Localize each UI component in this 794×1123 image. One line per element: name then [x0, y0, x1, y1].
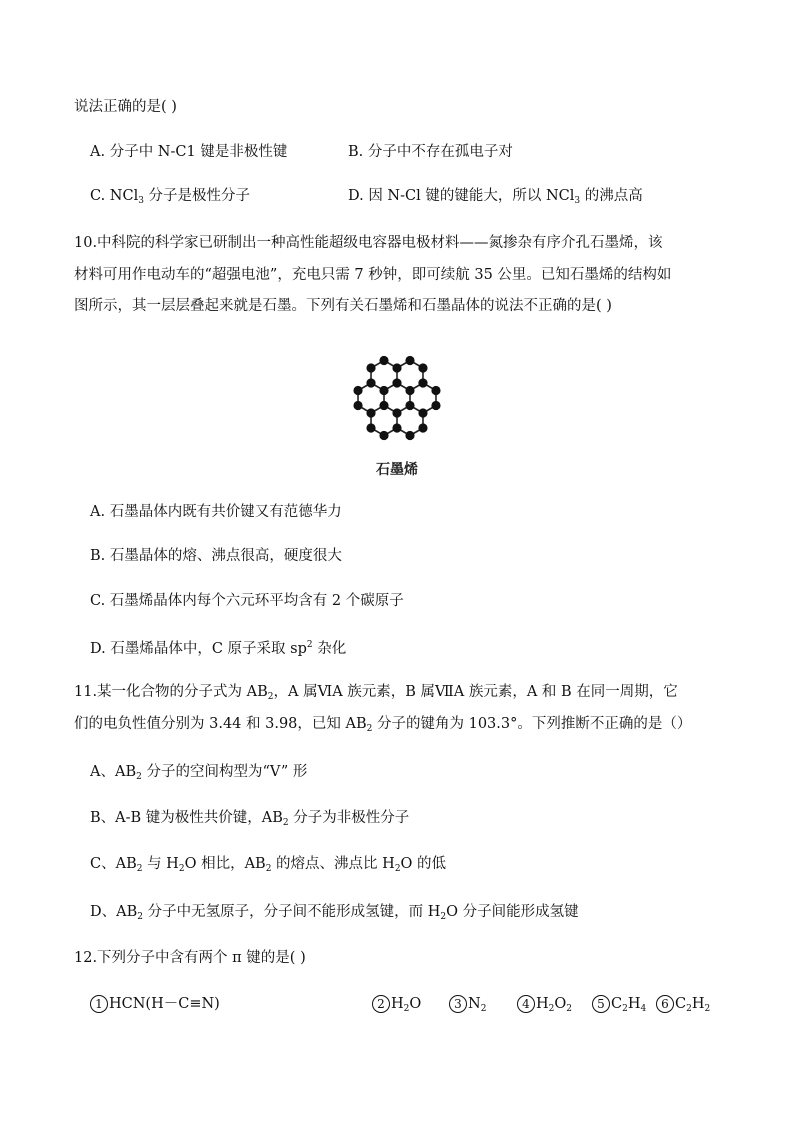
q11-l1-sub: 2 [267, 692, 274, 702]
q12-item-2 [372, 994, 421, 1019]
carbon-atom [379, 401, 388, 410]
carbon-atom [392, 378, 401, 387]
q12-item-text2: H [691, 996, 705, 1012]
carbon-atom [366, 423, 375, 432]
q11-b-text: B、A-B 键为极性共价键，AB [90, 810, 283, 826]
graphene-structure-diagram [338, 338, 456, 480]
carbon-atom [366, 363, 375, 372]
q10-option-c: C. 石墨烯晶体内每个六元环平均含有 2 个碳原子 [90, 593, 404, 609]
q12-item-text2: O [409, 996, 422, 1012]
q11-c-text5: O 的低 [400, 856, 447, 872]
carbon-atom [418, 378, 427, 387]
q12-item-text: H [536, 996, 549, 1012]
circled-number: 3 [449, 995, 467, 1013]
carbon-atom [366, 378, 375, 387]
q11-option-c [90, 854, 446, 879]
carbon-atom [379, 356, 388, 365]
q11-l2-text: 们的电负性值分别为 3.44 和 3.98，已知 AB [74, 716, 367, 732]
q12-item-text: N [468, 996, 481, 1012]
q10-stem-line1: 10.中科院的科学家已研制出一种高性能超级电容器电极材料——氮掺杂有序介孔石墨烯，该 [74, 235, 663, 251]
q11-b-text2: 分子为非极性分子 [288, 810, 410, 826]
q10-stem-line3: 图所示，其一层层叠起来就是石墨。下列有关石墨烯和石墨晶体的说法不正确的是( ) [74, 298, 612, 314]
q11-d-text: D、AB [90, 904, 138, 920]
q11-c-text2: 与 H [142, 856, 179, 872]
q12-item-text: C [611, 996, 623, 1012]
q9-stem-end: 说法正确的是( ) [74, 99, 177, 115]
q10-option-d-text: D. 石墨烯晶体中，C 原子采取 sp [90, 641, 307, 657]
q12-item-sub2: 4 [640, 1004, 647, 1014]
q11-option-a [90, 762, 307, 787]
carbon-atom [405, 401, 414, 410]
carbon-atom [405, 386, 414, 395]
q9-option-d-text2: 的沸点高 [580, 188, 643, 204]
q10-option-d [90, 635, 346, 659]
q12-item-6 [656, 994, 710, 1019]
q11-d-text2: 分子中无氢原子，分子间不能形成氢键，而 H [143, 904, 441, 920]
carbon-atom [353, 401, 362, 410]
q12-item-text2: O [554, 996, 567, 1012]
q12-item-5 [592, 994, 646, 1019]
q12-item-sub: 2 [548, 1004, 555, 1014]
circled-number: 5 [592, 995, 610, 1013]
q12-item-3 [449, 994, 486, 1019]
carbon-atom [366, 408, 375, 417]
q12-item-sub: 2 [622, 1004, 628, 1014]
q11-l1-text2: ，A 属ⅥA 族元素，B 属ⅦA 族元素，A 和 B 在同一周期，它 [273, 684, 678, 700]
q11-c-text: C、AB [90, 856, 137, 872]
q11-a-sub: 2 [136, 772, 142, 782]
circled-number: 2 [372, 995, 390, 1013]
q12-item-sub2: 2 [566, 1004, 573, 1014]
q11-a-text2: 分子的空间构型为“V” 形 [141, 764, 308, 780]
q12-item-1 [90, 994, 220, 1014]
q12-item-text2: H [627, 996, 641, 1012]
circled-number: 6 [656, 995, 674, 1013]
carbon-atom [431, 401, 440, 410]
q11-l1-text: 11.某一化合物的分子式为 AB [74, 684, 268, 700]
carbon-atom [405, 431, 414, 440]
q11-option-b [90, 808, 409, 833]
q11-c-text3: O 相比，AB [184, 856, 266, 872]
q12-item-text: C [675, 996, 687, 1012]
circled-number: 1 [90, 995, 108, 1013]
carbon-atom [353, 386, 362, 395]
circled-number: 4 [517, 995, 535, 1013]
q11-c-sub: 2 [136, 864, 143, 874]
carbon-atom [379, 431, 388, 440]
q11-d-sub2: 2 [440, 912, 447, 922]
q11-c-sub3: 2 [265, 864, 272, 874]
q10-option-b: B. 石墨晶体的熔、沸点很高，硬度很大 [90, 548, 342, 564]
q12-item-sub: 2 [686, 1004, 692, 1014]
q11-l2-text2: 分子的键角为 103.3°。下列推断不正确的是（） [372, 716, 692, 732]
figure-caption: 石墨烯 [376, 462, 418, 478]
q9-option-d [348, 186, 643, 211]
q10-option-d-sup: 2 [306, 640, 313, 650]
q12-item-4 [517, 994, 572, 1019]
q9-option-a: A. 分子中 N-C1 键是非极性键 [90, 144, 288, 160]
q11-c-text4: 的熔点、沸点比 H [271, 856, 395, 872]
carbon-atom [405, 356, 414, 365]
carbon-atom [392, 363, 401, 372]
q11-c-sub2: 2 [178, 864, 185, 874]
q9-option-d-text: D. 因 N-Cl 键的键能大，所以 NCl [348, 188, 575, 204]
carbon-atom [379, 386, 388, 395]
q12-item-sub: 2 [480, 1004, 487, 1014]
carbon-atom [392, 408, 401, 417]
q11-stem-line2 [74, 714, 691, 739]
carbon-atom [431, 386, 440, 395]
carbon-atom [418, 408, 427, 417]
q9-option-c-text2: 分子是极性分子 [143, 188, 251, 204]
q10-option-d-text2: 杂化 [312, 641, 347, 657]
carbon-atom [418, 423, 427, 432]
q10-option-a: A. 石墨晶体内既有共价键又有范德华力 [90, 504, 342, 520]
q11-option-d [90, 902, 579, 927]
q9-option-d-sub: 3 [574, 196, 581, 206]
q11-a-text: A、AB [90, 764, 137, 780]
q9-option-c-sub: 3 [138, 196, 144, 206]
q11-d-sub: 2 [137, 912, 143, 922]
q12-item-text: H [391, 996, 404, 1012]
q11-b-sub: 2 [282, 818, 289, 828]
carbon-atom [418, 363, 427, 372]
carbon-atom [392, 423, 401, 432]
q12-item-sub: 2 [403, 1004, 410, 1014]
q12-stem: 12.下列分子中含有两个 π 键的是( ) [74, 950, 306, 966]
q11-l2-sub: 2 [366, 724, 373, 734]
q10-stem-line2: 材料可用作电动车的“超强电池”，充电只需 7 秒钟，即可续航 35 公里。已知石墨烯的结构如 [74, 267, 672, 283]
q12-item-text: HCN(H－C≡N) [109, 996, 220, 1012]
q11-c-sub4: 2 [394, 864, 401, 874]
q9-option-c-text: C. NCl [90, 188, 139, 204]
q12-item-sub2: 2 [704, 1004, 711, 1014]
q9-option-c [90, 186, 250, 211]
q11-stem-line1 [74, 682, 678, 707]
graphene-figure [338, 338, 456, 480]
q11-d-text3: O 分子间能形成氢键 [446, 904, 579, 920]
q9-option-b: B. 分子中不存在孤电子对 [348, 144, 513, 160]
